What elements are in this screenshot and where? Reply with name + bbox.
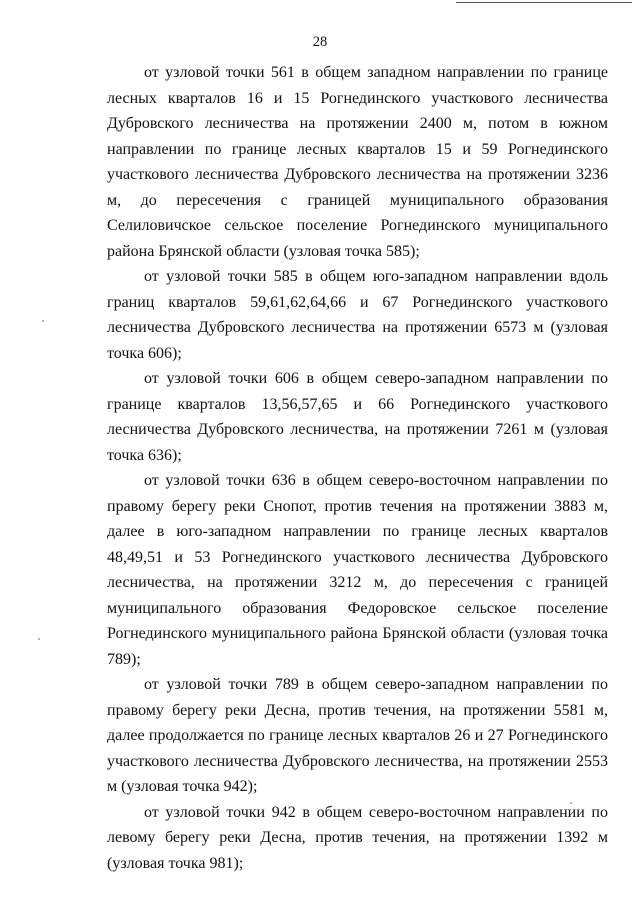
paragraph-node-789: от узловой точки 789 в общем северо-западном направлении по правому берегу реки Десна, против течения, на протяжении 5581 м, далее продолжается по границе лесных кварталов 26 и 27 Рогнединского участкового лесничества Дубровского лесничества, на протяжении 2553 м (узловая точка 942); [107, 676, 608, 795]
page-number: 28 [312, 34, 328, 50]
scan-speck [42, 320, 44, 322]
scan-speck [38, 638, 40, 640]
paragraph-node-942: от узловой точки 942 в общем северо-восточном направлении по левому берегу реки Десна, против течения, на протяжении 1392 м (узловая точка 981); [107, 803, 608, 872]
paragraph-node-561: от узловой точки 561 в общем западном направлении по границе лесных кварталов 16 и 15 Рогнединского участкового лесничества Дубровского лесничества на протяжении 2400 м, потом в южном направлении по границе лесных кварталов 15 и 59 Рогнединского участкового лесничества Дубровского лесничества на протяжении 3236 м, до пересечения с границей муниципального образования Селиловичское сельское поселение Рогнединского муниципального района Брянской области (узловая точка 585); [107, 64, 608, 260]
scan-speck [570, 802, 572, 804]
paragraph-node-585: от узловой точки 585 в общем юго-западном направлении вдоль границ кварталов 59,61,62,64,66 и 67 Рогнединского участкового лесничества Дубровского лесничества на протяжении 6573 м (узловая точка 606); [107, 268, 608, 362]
paragraph-node-636: от узловой точки 636 в общем северо-восточном направлении по правому берегу реки Снопот, против течения на протяжении 3883 м, далее в юго-западном направлении по границе лесных кварталов 48,49,51 и 53 Рогнединского участкового лесничества Дубровского лесничества, на протяжении 3212 м, до пересечения с границей муниципального образования Федоровское сельское поселение Рогнединского муниципального района Брянской области (узловая точка 789); [107, 472, 608, 668]
paragraph-node-606: от узловой точки 606 в общем северо-западном направлении по границе кварталов 13,56,57,65 и 66 Рогнединского участкового лесничества Дубровского лесничества, на протяжении 7261 м (узловая точка 636); [107, 370, 608, 464]
document-body [107, 60, 608, 876]
top-rule [456, 2, 632, 3]
